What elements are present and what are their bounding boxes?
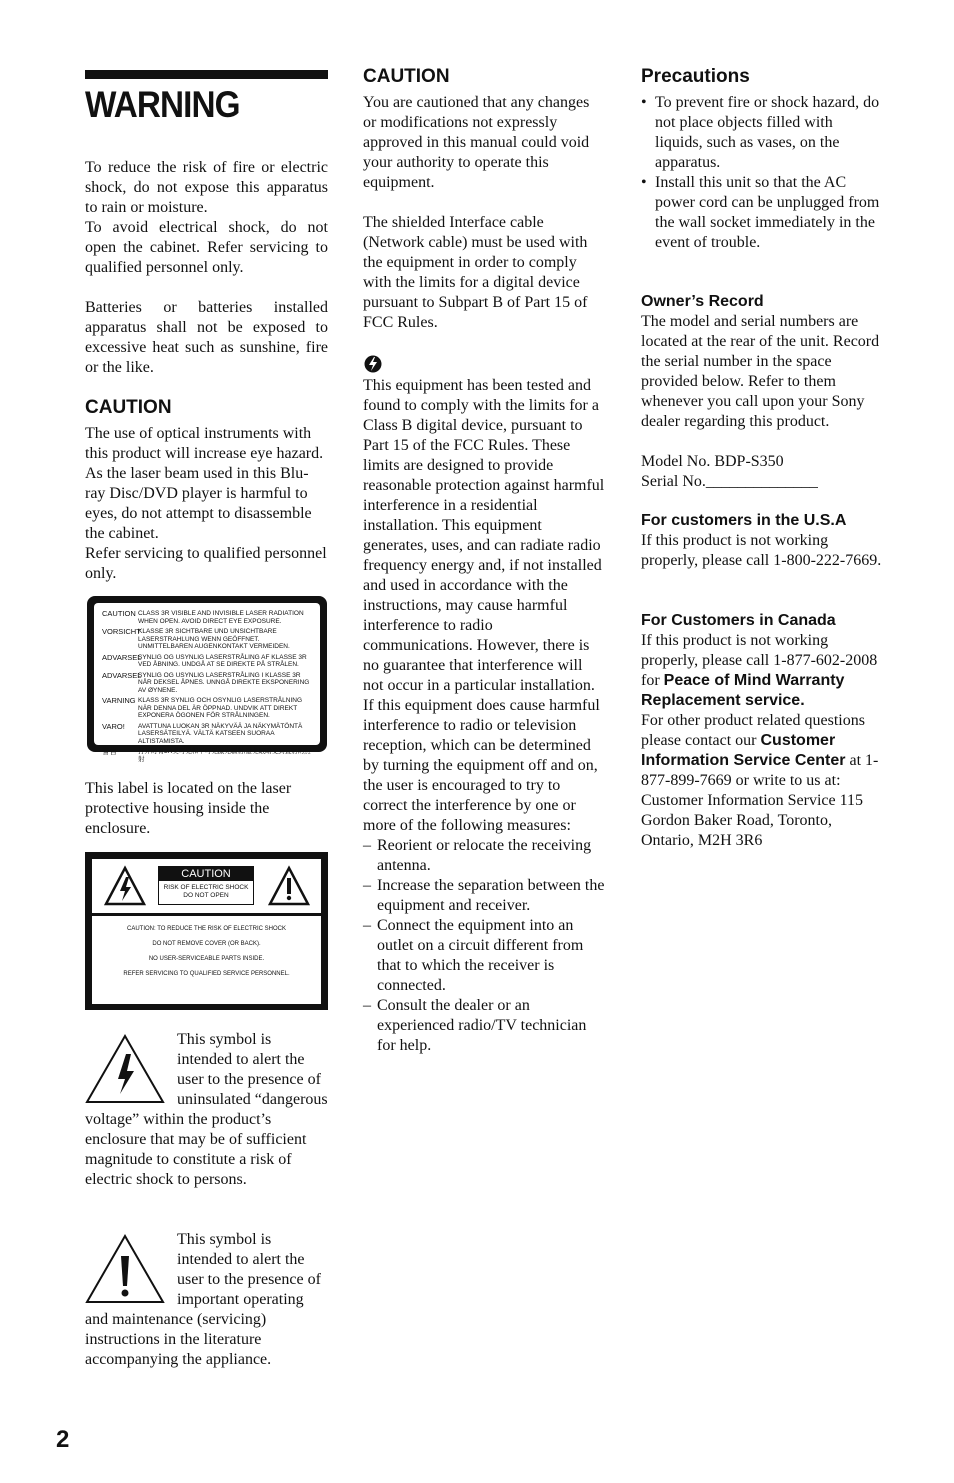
caution-heading: CAUTION (85, 397, 172, 418)
laser-label-text: 打开时有3R类可见和不可见激光辐射,避免眼睛受到直射的照射 (138, 748, 311, 763)
caution-plate-body (159, 881, 253, 900)
list-item: – Reorient or relocate the receiving antenna. (363, 836, 605, 876)
canada-text: For other product related questions please contact our (641, 712, 865, 749)
laser-label-key: ADVARSEL (102, 652, 142, 662)
laser-label-row (102, 610, 314, 625)
laser-label-key: 警告 (102, 747, 117, 756)
fcc-block (363, 376, 605, 1056)
laser-label-row (102, 672, 314, 695)
fcc-paragraph: This equipment has been tested and found to comply with the limits for a Class B digital device, pursuant to Part 15 of the FCC Rules. These limits are designed to provide reasonable protection against harmful interference in a residential installation. This equipment generates, uses, and can radiate radio frequency energy and, if not installed and used in accordance with the instructions, may cause harmful interference to radio communications. However, there is no guarantee that interference will not occur in a particular installation. If this equipment does cause harmful interference to radio or television reception, which can be determined by turning the equipment off and on, the user is encouraged to try to correct the interference by one or more of the following measures: (363, 377, 605, 834)
list-item: – Consult the dealer or an experienced radio/TV technician for help. (363, 996, 605, 1056)
caution-2-paragraph-1: You are cautioned that any changes or modifications not expressly approved in this manual could void your authority to operate this equipment. (363, 94, 590, 191)
laser-label-text: KLASSE 3R SICHTBARE UND UNSICHTBARE LASERSTRAHLUNG WENN GEÖFFNET. UNMITTELBAREN AUGENKONTAKT VERMEIDEN. (138, 628, 290, 650)
list-item: – Connect the equipment into an outlet on a circuit different from that to which the receiver is connected. (363, 916, 605, 996)
electric-shock-caution-box (85, 852, 328, 1010)
list-item: – Increase the separation between the equipment and receiver. (363, 876, 605, 916)
usa-paragraph: If this product is not working properly, please call 1-800-222-7669. (641, 532, 882, 569)
service-center-text: Customer Information Service Center (641, 732, 846, 769)
symbol-1-block (85, 1030, 328, 1190)
canada-address-text: at 1-877-899-7669 or write to us at: Customer Information Service 115 Gordon Baker Road, Toronto, Ontario, M2H 3R6 (641, 752, 879, 849)
warning-rule (85, 70, 328, 79)
laser-label-row (102, 654, 314, 669)
caution-block-2 (363, 93, 605, 333)
caution-plate-line: DO NOT OPEN (183, 892, 229, 899)
fcc-measures-list (363, 836, 605, 1056)
symbol-2-description: This symbol is intended to alert the user to the presence of important operating and maintenance (servicing) instructions in the literature accompanying the appliance. (85, 1231, 321, 1368)
caution-block (85, 424, 328, 584)
shock-box-line: CAUTION: TO REDUCE THE RISK OF ELECTRIC SHOCK (126, 926, 287, 932)
owners-record-heading: Owner’s Record (641, 293, 764, 310)
laser-label-key: VORSICHT (102, 627, 141, 636)
canada-text: If this product is not working properly, please call 1-877-602-2008 for (641, 632, 878, 689)
symbol-2-block (85, 1230, 328, 1370)
list-item: • To prevent fire or shock hazard, do not place objects filled with liquids, such as vases, on the apparatus. (641, 93, 884, 173)
laser-label-text: SYNLIG OG USYNLIG LASERSTRÅLING AF KLASSE 3R VED ÅBNING. UNDGÅ AT SE DIREKTE PÅ STRÅLEN. (138, 653, 307, 668)
caution-paragraph-2: Refer servicing to qualified personnel only. (85, 545, 327, 582)
laser-label-key: ADVARSEL (102, 670, 142, 680)
shock-box-line: DO NOT REMOVE COVER (OR BACK). (152, 941, 261, 947)
warning-paragraph-1: To reduce the risk of fire or electric shock, do not expose this apparatus to rain or moisture. (85, 159, 328, 216)
laser-label-key: VARNING (102, 696, 136, 705)
laser-label-text: AVATTUNA LUOKAN 3R NÄKYVÄÄ JA NÄKYMÄTÖNTÄ LASERSÄTEILYÄ. VÄLTÄ KATSEEN SUORAA ALTISTAMISTA. (138, 722, 303, 745)
laser-label-text: KLASS 3R SYNLIG OCH OSYNLIG LASERSTRÅLNING NÄR DENNA DEL ÄR ÖPPNAD. UNDVIK ATT DIREKT EXPONERA ÖGONEN FÖR STRÅLNINGEN. (138, 697, 302, 719)
owners-record-paragraph: The model and serial numbers are located at the rear of the unit. Record the serial number in the space provided below. Refer to them whenever you call upon your Sony dealer regarding this product. (641, 313, 880, 430)
laser-label-row (102, 748, 314, 763)
caution-plate-line: RISK OF ELECTRIC SHOCK (163, 884, 249, 891)
label-location-text (85, 779, 328, 839)
caution-paragraph-1: The use of optical instruments with this product will increase eye hazard. As the laser beam used in this Blu-ray Disc/DVD player is harmful to eyes, do not attempt to disassemble the cabinet. (85, 425, 324, 542)
usa-block (641, 531, 884, 571)
symbol-1-description: This symbol is intended to alert the user to the presence of uninsulated “dangerous voltage” within the product’s enclosure that may be of sufficient magnitude to constitute a risk of electric shock to persons. (85, 1031, 328, 1188)
shock-box-line: REFER SERVICING TO QUALIFIED SERVICE PERSONNEL. (123, 971, 290, 977)
serial-number-field: Serial No.______________ (641, 473, 818, 490)
canada-paragraph-1 (641, 631, 884, 711)
shock-box-line: NO USER-SERVICEABLE PARTS INSIDE. (148, 956, 265, 962)
laser-label-row (102, 723, 314, 746)
model-number: Model No. BDP-S350 (641, 453, 784, 470)
warning-paragraph-2: To avoid electrical shock, do not open the cabinet. Refer servicing to qualified personnel only. (85, 219, 328, 276)
laser-warning-label-inner (94, 603, 320, 763)
canada-heading: For Customers in Canada (641, 612, 836, 629)
usa-heading: For customers in the U.S.A (641, 512, 847, 529)
laser-label-key: CAUTION (102, 609, 136, 618)
shock-box-bottom (92, 916, 321, 1004)
warning-title: WARNING (85, 84, 240, 125)
canada-block (641, 631, 884, 851)
caution-2-paragraph-2: The shielded Interface cable (Network cable) must be used with the equipment in order to comply with the limits for a digital device pursuant to Subpart B of Part 15 of FCC Rules. (363, 214, 588, 331)
shock-box-top (92, 859, 321, 913)
warning-paragraph-3: Batteries or batteries installed apparatus shall not be exposed to excessive heat such as sunshine, fire or the like. (85, 299, 328, 376)
precautions-heading: Precautions (641, 66, 750, 87)
laser-label-text: CLASS 3R VISIBLE AND INVISIBLE LASER RADIATION WHEN OPEN. AVOID DIRECT EYE EXPOSURE. (138, 610, 304, 625)
lightning-triangle-icon (104, 865, 146, 907)
laser-label-row (102, 628, 314, 651)
laser-label-text: SYNLIG OG USYNLIG LASERSTRÅLING I KLASSE 3R NÅR DEKSEL ÅPNES. UNNGÅ DIREKTE EKSPONERING AV ØYNENE. (138, 671, 310, 694)
list-item: • Install this unit so that the AC power cord can be unplugged from the wall socket immediately in the event of trouble. (641, 173, 884, 253)
canada-paragraph-2 (641, 711, 884, 851)
label-location-paragraph: This label is located on the laser protective housing inside the enclosure. (85, 780, 292, 837)
fcc-mark-icon (363, 354, 385, 374)
important-instructions-icon (85, 1230, 175, 1306)
warranty-service-text: Peace of Mind Warranty Replacement service. (641, 672, 845, 709)
precautions-list (641, 93, 884, 253)
page-number: 2 (56, 1426, 70, 1453)
exclamation-triangle-icon (268, 865, 310, 907)
laser-label-row (102, 697, 314, 720)
owners-record-block (641, 312, 884, 492)
laser-label-key: VARO! (102, 721, 125, 731)
dangerous-voltage-icon (85, 1030, 175, 1106)
laser-warning-label (87, 596, 327, 763)
caution-plate-title: CAUTION (159, 867, 253, 881)
caution-plate (158, 866, 254, 905)
warning-block (85, 158, 328, 378)
caution-heading-2: CAUTION (363, 66, 450, 87)
